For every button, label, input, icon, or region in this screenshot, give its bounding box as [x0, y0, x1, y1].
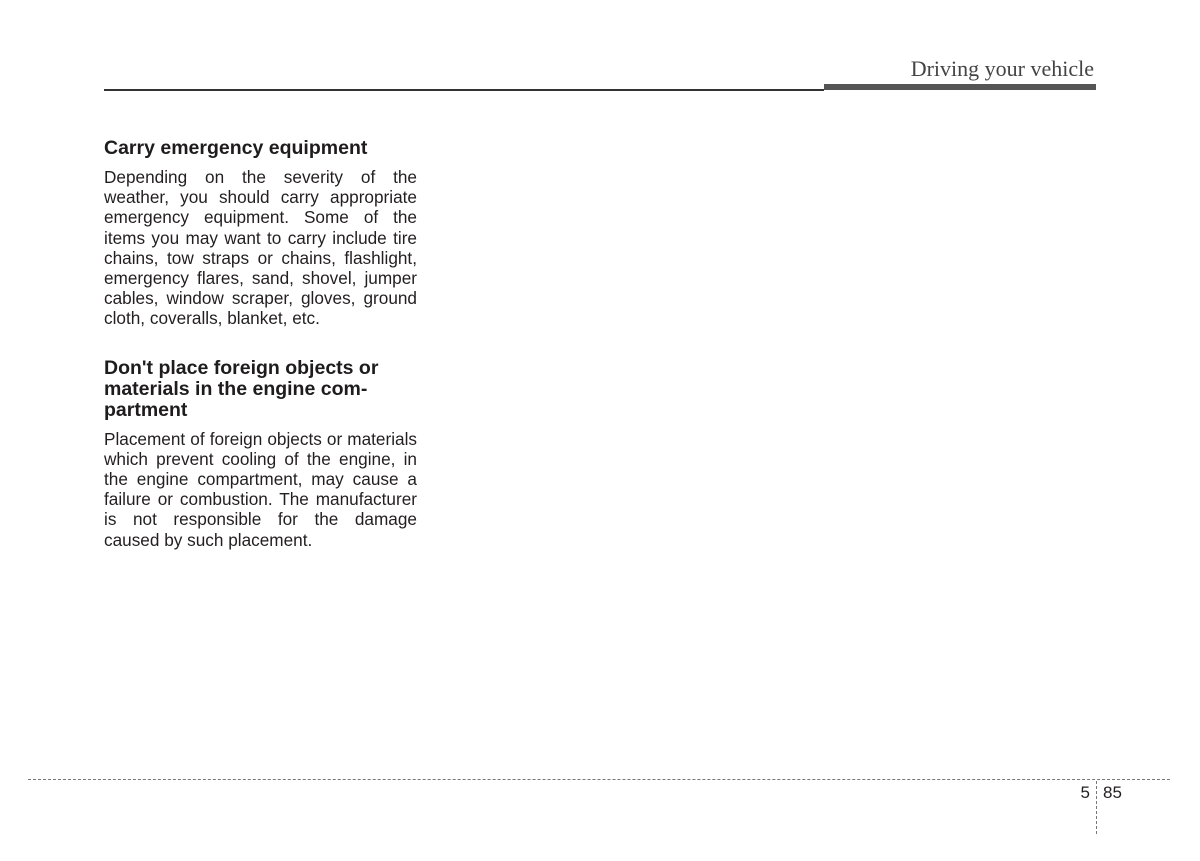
footer-rule — [28, 779, 1170, 780]
section-emergency-equipment — [104, 138, 417, 329]
section-heading: Don't place foreign objects or materials in the engine compartment — [104, 356, 379, 421]
header-rule-accent — [824, 84, 1096, 90]
chapter-number: 5 — [1080, 783, 1090, 802]
main-content — [104, 138, 417, 550]
section-body: Depending on the severity of the weather, you should carry appropriate emergency equipment. Some of the items you may want to carry include tire chains, tow straps or chains, flashlight, emergency flares, sand, shovel, jumper cables, window scraper, gloves, ground cloth, coveralls, blanket, etc. — [104, 167, 417, 329]
section-heading: Carry emergency equipment — [104, 137, 368, 159]
footer-divider — [1096, 781, 1097, 834]
chapter-title: Driving your vehicle — [910, 56, 1094, 81]
page-number: 85 — [1103, 783, 1122, 802]
header-rule — [104, 89, 824, 91]
section-body: Placement of foreign objects or materials which prevent cooling of the engine, in the engine compartment, may cause a failure or combustion. The manufacturer is not responsible for the damage caused by such placement. — [104, 428, 417, 550]
section-foreign-objects — [104, 358, 417, 550]
